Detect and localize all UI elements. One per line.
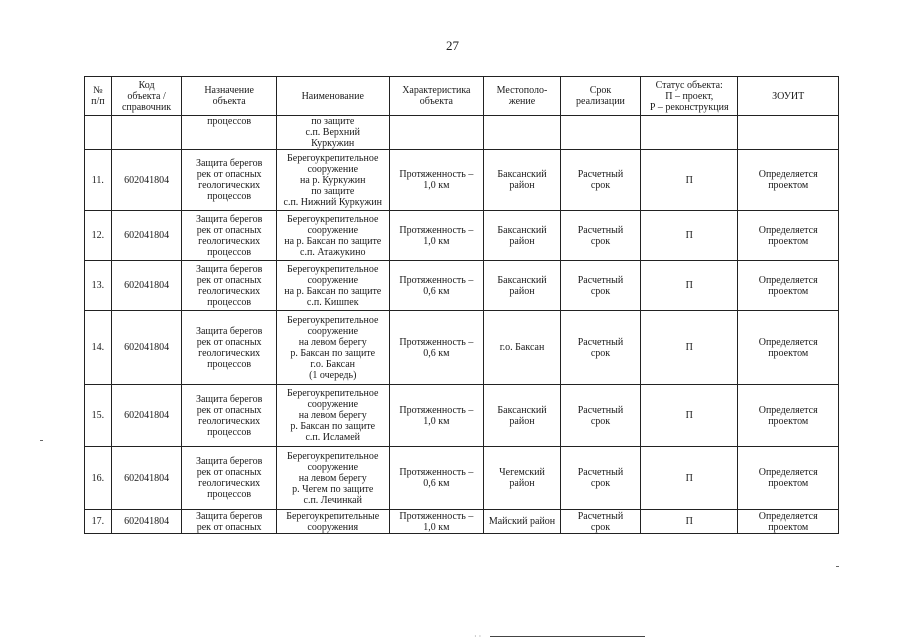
table-header-row bbox=[85, 77, 839, 116]
table-row bbox=[85, 261, 839, 311]
cell-code: 602041804 bbox=[111, 510, 182, 534]
scan-speck bbox=[836, 566, 839, 567]
cell-status: П bbox=[640, 211, 737, 261]
cell-number: 15. bbox=[85, 385, 112, 447]
cell-code: 602041804 bbox=[111, 261, 182, 311]
cell-purpose: Защита берегов рек от опасных геологических процессов bbox=[182, 385, 276, 447]
header-number: № п/п bbox=[85, 77, 112, 116]
header-code: Код объекта / справочник bbox=[111, 77, 182, 116]
cell-characteristic: Протяженность – 1,0 км bbox=[389, 211, 483, 261]
table-row bbox=[85, 510, 839, 534]
cell-characteristic: Протяженность – 1,0 км bbox=[389, 385, 483, 447]
header-location: Местополо- жение bbox=[484, 77, 561, 116]
cell-term: Расчетный срок bbox=[560, 211, 640, 261]
cell-location: Баксанский район bbox=[484, 385, 561, 447]
cell-location: Майский район bbox=[484, 510, 561, 534]
cell-status: П bbox=[640, 150, 737, 211]
cell-status: П bbox=[640, 447, 737, 510]
cell-name: Берегоукрепительное сооружение на левом берегу р. Баксан по защите г.о. Баксан (1 очередь) bbox=[276, 311, 389, 385]
cell-number: 12. bbox=[85, 211, 112, 261]
cell-name: Берегоукрепительное сооружение на р. Куркужин по защите с.п. Нижний Куркужин bbox=[276, 150, 389, 211]
cell-number: 14. bbox=[85, 311, 112, 385]
objects-table bbox=[84, 76, 839, 534]
cell-term: Расчетный срок bbox=[560, 261, 640, 311]
cell-characteristic: Протяженность – 1,0 км bbox=[389, 510, 483, 534]
cell-location: Баксанский район bbox=[484, 150, 561, 211]
cell-status: П bbox=[640, 510, 737, 534]
cell-location: Чегемский район bbox=[484, 447, 561, 510]
cell-number: 13. bbox=[85, 261, 112, 311]
cell-characteristic: Протяженность – 0,6 км bbox=[389, 311, 483, 385]
table-row bbox=[85, 150, 839, 211]
cell-purpose: Защита берегов рек от опасных геологических процессов bbox=[182, 311, 276, 385]
cell-location: г.о. Баксан bbox=[484, 311, 561, 385]
header-zouit: ЗОУИТ bbox=[738, 77, 839, 116]
cell-characteristic: Протяженность – 1,0 км bbox=[389, 150, 483, 211]
cell-code: 602041804 bbox=[111, 385, 182, 447]
cell-purpose: Защита берегов рек от опасных геологических процессов bbox=[182, 211, 276, 261]
cell-status: П bbox=[640, 261, 737, 311]
cell-term: Расчетный срок bbox=[560, 311, 640, 385]
cell-status bbox=[640, 116, 737, 150]
header-term: Срок реализации bbox=[560, 77, 640, 116]
table-row-continuation bbox=[85, 116, 839, 150]
cell-location: Баксанский район bbox=[484, 261, 561, 311]
cell-characteristic: Протяженность – 0,6 км bbox=[389, 261, 483, 311]
cell-purpose: процессов bbox=[182, 116, 276, 150]
cell-code: 602041804 bbox=[111, 150, 182, 211]
cell-name: Берегоукрепительные сооружения bbox=[276, 510, 389, 534]
cell-zouit: Определяется проектом bbox=[738, 211, 839, 261]
cell-code bbox=[111, 116, 182, 150]
cell-name: Берегоукрепительное сооружение на р. Баксан по защите с.п. Кишпек bbox=[276, 261, 389, 311]
cell-purpose: Защита берегов рек от опасных геологических процессов bbox=[182, 150, 276, 211]
cell-number: 16. bbox=[85, 447, 112, 510]
cell-code: 602041804 bbox=[111, 211, 182, 261]
header-name: Наименование bbox=[276, 77, 389, 116]
cell-term bbox=[560, 116, 640, 150]
cell-name: Берегоукрепительное сооружение на левом берегу р. Баксан по защите с.п. Исламей bbox=[276, 385, 389, 447]
cell-code: 602041804 bbox=[111, 311, 182, 385]
cell-location bbox=[484, 116, 561, 150]
table-row bbox=[85, 447, 839, 510]
header-purpose: Назначение объекта bbox=[182, 77, 276, 116]
cell-status: П bbox=[640, 385, 737, 447]
cell-term: Расчетный срок bbox=[560, 385, 640, 447]
cell-purpose: Защита берегов рек от опасных bbox=[182, 510, 276, 534]
cell-zouit: Определяется проектом bbox=[738, 150, 839, 211]
cell-characteristic bbox=[389, 116, 483, 150]
table-row bbox=[85, 211, 839, 261]
cell-location: Баксанский район bbox=[484, 211, 561, 261]
cell-code: 602041804 bbox=[111, 447, 182, 510]
cell-number: 17. bbox=[85, 510, 112, 534]
cell-zouit: Определяется проектом bbox=[738, 385, 839, 447]
header-status: Статус объекта: П – проект, Р – реконструкция bbox=[640, 77, 737, 116]
cell-term: Расчетный срок bbox=[560, 150, 640, 211]
table-row bbox=[85, 311, 839, 385]
cell-number bbox=[85, 116, 112, 150]
cell-term: Расчетный срок bbox=[560, 447, 640, 510]
cell-term: Расчетный срок bbox=[560, 510, 640, 534]
scan-speck bbox=[40, 440, 43, 441]
cell-characteristic: Протяженность – 0,6 км bbox=[389, 447, 483, 510]
cell-status: П bbox=[640, 311, 737, 385]
footer-line bbox=[490, 636, 645, 637]
cell-name: Берегоукрепительное сооружение на левом берегу р. Чегем по защите с.п. Лечинкай bbox=[276, 447, 389, 510]
cell-zouit: Определяется проектом bbox=[738, 311, 839, 385]
header-characteristic: Характеристика объекта bbox=[389, 77, 483, 116]
cell-purpose: Защита берегов рек от опасных геологических процессов bbox=[182, 261, 276, 311]
cell-name: по защите с.п. Верхний Куркужин bbox=[276, 116, 389, 150]
page-number: 27 bbox=[446, 38, 459, 53]
cell-zouit: Определяется проектом bbox=[738, 510, 839, 534]
cell-number: 11. bbox=[85, 150, 112, 211]
cell-zouit: Определяется проектом bbox=[738, 447, 839, 510]
cell-zouit: Определяется проектом bbox=[738, 261, 839, 311]
table-row bbox=[85, 385, 839, 447]
cell-name: Берегоукрепительное сооружение на р. Баксан по защите с.п. Атажукино bbox=[276, 211, 389, 261]
scan-marks: · · bbox=[474, 632, 482, 641]
cell-zouit bbox=[738, 116, 839, 150]
cell-purpose: Защита берегов рек от опасных геологических процессов bbox=[182, 447, 276, 510]
